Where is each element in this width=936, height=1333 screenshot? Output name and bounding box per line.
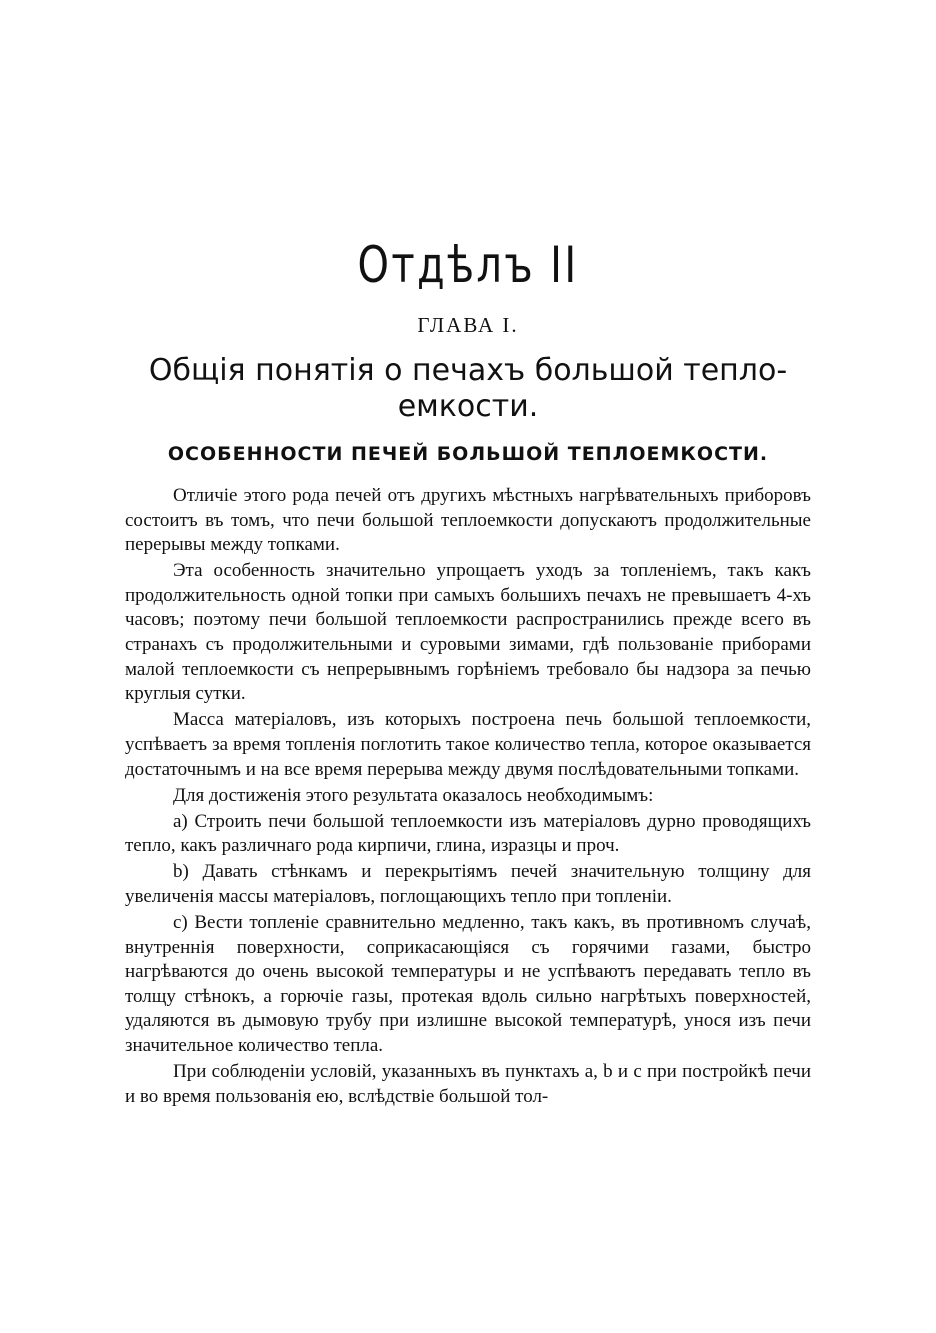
paragraph: Для достиженія этого результата оказалось необходимымъ: bbox=[173, 784, 654, 806]
list-item-a: a) Строить печи большой теплоемкости изъ матеріаловъ дурно проводящихъ тепло, какъ различнаго рода кирпичи, глина, изразцы и проч. bbox=[125, 810, 811, 857]
section-heading: ОСОБЕННОСТИ ПЕЧЕЙ БОЛЬШОЙ ТЕПЛОЕМКОСТИ. bbox=[167, 443, 769, 465]
paragraph: Эта особенность значительно упрощаетъ уходъ за топленіемъ, такъ какъ продолжительность одной топки при самыхъ большихъ печахъ не превышаетъ 4-хъ часовъ; поэтому печи большой теплоемкости распространились прежде всего въ странахъ съ продолжительными и суровыми зимами, гдѣ пользованіе приборами малой теплоемкости съ непрерывнымъ горѣніемъ требовало бы надзора за печью круглыя сутки. bbox=[125, 560, 811, 705]
chapter-title: Общія понятія о печахъ большой тепло-емкости. bbox=[148, 353, 788, 424]
list-item-b: b) Давать стѣнкамъ и перекрытіямъ печей значительную толщину для увеличенія массы матеріаловъ, поглощающихъ тепло при топленіи. bbox=[125, 861, 811, 907]
body-text bbox=[125, 484, 811, 1111]
paragraph: Отличіе этого рода печей отъ другихъ мѣстныхъ нагрѣвательныхъ приборовъ состоитъ въ томъ, что печи большой теплоемкости допускаютъ продолжительные перерывы между топками. bbox=[125, 485, 811, 556]
part-title: Отдѣлъ II bbox=[357, 236, 579, 294]
list-item-c: c) Вести топленіе сравнительно медленно, такъ какъ, въ противномъ случаѣ, внутреннія поверхности, соприкасающіяся съ горячими газами, быстро нагрѣваются до очень высокой температуры и не успѣваютъ передавать тепло въ толщу стѣнокъ, а горючіе газы, протекая вдоль сильно нагрѣтыхъ поверхностей, удаляются въ дымовую трубу при излишне высокой температурѣ, унося изъ печи значительное количество тепла. bbox=[125, 912, 811, 1057]
paragraph: Масса матеріаловъ, изъ которыхъ построена печь большой теплоемкости, успѣваетъ за время топленія поглотить такое количество тепла, которое оказывается достаточнымъ и на все время перерыва между двумя послѣдовательными топками. bbox=[125, 709, 811, 780]
paragraph: При соблюденіи условій, указанныхъ въ пунктахъ a, b и c при постройкѣ печи и во время пользованія ею, вслѣдствіе большой тол- bbox=[125, 1061, 811, 1107]
chapter-label: ГЛАВА I. bbox=[417, 313, 519, 337]
